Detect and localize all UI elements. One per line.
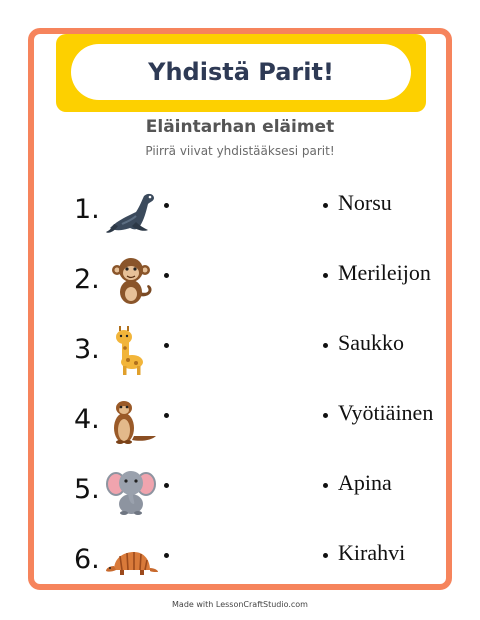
worksheet-subtitle: Eläintarhan eläimet [145, 117, 335, 137]
match-row [0, 322, 480, 382]
right-dot[interactable] [323, 203, 328, 208]
item-number: 2. [74, 264, 100, 295]
match-row [0, 252, 480, 312]
elephant-icon [104, 466, 158, 516]
item-number: 6. [74, 544, 100, 575]
match-row [0, 182, 480, 242]
item-number: 3. [74, 334, 100, 365]
right-dot[interactable] [323, 483, 328, 488]
sea-lion-icon [104, 186, 158, 236]
match-row [0, 392, 480, 452]
left-dot[interactable] [164, 553, 169, 558]
left-dot[interactable] [164, 273, 169, 278]
left-dot[interactable] [164, 413, 169, 418]
match-word: Norsu [338, 190, 392, 215]
giraffe-icon [104, 326, 158, 376]
left-dot[interactable] [164, 203, 169, 208]
right-dot[interactable] [323, 553, 328, 558]
item-number: 1. [74, 194, 100, 225]
match-word: Apina [338, 470, 392, 495]
title-pill [71, 44, 411, 100]
right-dot[interactable] [323, 273, 328, 278]
armadillo-icon [104, 536, 158, 586]
match-word: Vyötiäinen [338, 400, 434, 425]
right-dot[interactable] [323, 413, 328, 418]
left-dot[interactable] [164, 483, 169, 488]
left-dot[interactable] [164, 343, 169, 348]
worksheet-instructions: Piirrä viivat yhdistääksesi parit! [145, 144, 335, 158]
match-word: Merileijon [338, 260, 431, 285]
right-dot[interactable] [323, 343, 328, 348]
otter-icon [104, 396, 158, 446]
match-word: Saukko [338, 330, 404, 355]
monkey-icon [104, 256, 158, 306]
item-number: 4. [74, 404, 100, 435]
footer-credit: Made with LessonCraftStudio.com [172, 600, 308, 609]
match-word: Kirahvi [338, 540, 406, 565]
match-row [0, 532, 480, 592]
item-number: 5. [74, 474, 100, 505]
worksheet-title: Yhdistä Parit! [148, 58, 334, 86]
match-row [0, 462, 480, 522]
